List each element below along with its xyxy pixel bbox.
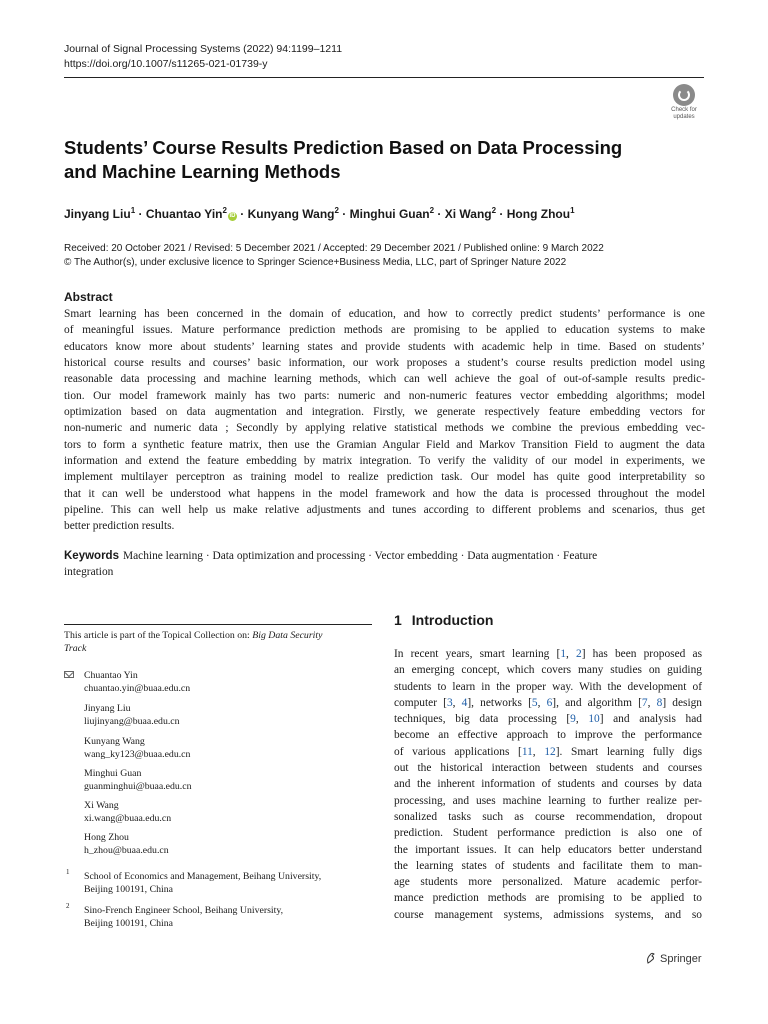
citation-link[interactable]: 1 — [560, 648, 567, 660]
contact-entry — [84, 800, 171, 826]
publication-info — [64, 242, 704, 270]
contact-entry — [84, 832, 169, 858]
contact-email[interactable]: liujinyang@buaa.edu.cn — [84, 715, 180, 727]
citation-link[interactable]: 12 — [544, 745, 556, 758]
abstract-line: pipeline. This can well help us make relative adjustments and tunes according to different problems and scenarios, thus get — [64, 504, 705, 517]
intro-line: mance prediction methods are promising to be applied to — [394, 892, 702, 905]
author-affiliation-mark: 2 — [334, 206, 339, 215]
citation-link[interactable]: 3 — [446, 696, 453, 709]
introduction-body — [394, 646, 702, 923]
journal-header — [64, 42, 342, 72]
check-for-updates-badge[interactable] — [664, 84, 704, 124]
collection-name-cont: Track — [64, 642, 87, 654]
citation-link[interactable]: 10 — [588, 713, 600, 726]
citation-link[interactable]: 4 — [461, 696, 468, 709]
intro-line: computer [3, 4], networks [5, 6], and algorithm [7, 8] design — [394, 696, 702, 709]
contact-email[interactable]: xi.wang@buaa.edu.cn — [84, 812, 172, 824]
affiliation-number: 2 — [66, 902, 70, 910]
check-updates-icon — [673, 84, 695, 106]
intro-line: the important issues. It can help educators better understand — [394, 843, 702, 856]
affiliation-entry: Sino-French Engineer School, Beihang University, Beijing 100191, China — [84, 905, 284, 929]
intro-line: an emerging concept, which covers many studies on guiding — [394, 664, 702, 677]
contact-email[interactable]: chuantao.yin@buaa.edu.cn — [84, 682, 191, 694]
abstract-line: reasonable data processing and machine learning methods, which can well achieve the goal of out-of-sample results predic- — [64, 373, 705, 386]
abstract-line: optimization based on data augmentation and integration. Firstly, we generate respectively feature embedding vectors for — [64, 406, 705, 419]
intro-line: out the historical interaction between students and courses — [394, 762, 702, 775]
keywords-text-cont: integration — [64, 566, 114, 579]
section-number: 1 — [394, 612, 402, 628]
abstract-heading: Abstract — [64, 290, 113, 304]
abstract-line: non-numeric and numeric data ; Secondly by applying relative statistical methods we combine the previous embedding vec- — [64, 422, 705, 435]
intro-line: age students more personalized. Mature academic perfor- — [394, 876, 702, 889]
check-updates-label: Check for updates — [671, 107, 697, 120]
intro-line: students to learn in the proper way. With the development of — [394, 680, 702, 693]
contact-email[interactable]: wang_ky123@buaa.edu.cn — [84, 748, 191, 760]
author-affiliation-mark: 1 — [570, 206, 575, 215]
contact-entry — [84, 703, 180, 729]
contact-name: Xi Wang — [84, 800, 119, 811]
author-name: Hong Zhou — [506, 207, 571, 221]
journal-citation: Journal of Signal Processing Systems (2022) 94:1199–1211 — [64, 43, 343, 55]
intro-line: In recent years, smart learning [1, 2] has been proposed as — [394, 648, 702, 660]
contact-entry — [84, 670, 190, 696]
keywords-text: Machine learning · Data optimization and processing · Vector embedding · Data augmentation · Feature — [122, 550, 598, 562]
abstract-line: historical course results and courses’ basic information, our work proposes a student’s course results prediction model using — [64, 357, 705, 370]
intro-line: processing, and uses machine learning to further realize per- — [394, 794, 702, 807]
author-affiliation-mark: 1 — [130, 206, 136, 215]
citation-link[interactable]: 5 — [531, 696, 538, 709]
author-affiliation-mark: 2 — [222, 206, 227, 215]
abstract-line: educators know more about students’ learning states and provide students with academic help in time. Based on students’ — [64, 340, 705, 353]
contact-email[interactable]: h_zhou@buaa.edu.cn — [84, 844, 169, 856]
contact-entry — [84, 736, 190, 762]
topical-collection-note: This article is part of the Topical Collection on: Big Data Security Track — [64, 630, 323, 654]
author-list: Jinyang Liu$^1$ · Chuantao Yin$^2$iD · Kunyang Wang$^2$ · Minghui Guan$^2$ · Xi Wang$^2$ · Hong Zhou$^1$ — [64, 206, 575, 221]
author-affiliation-mark: 2 — [491, 206, 497, 215]
publisher-logo — [646, 952, 702, 965]
author-name: Jinyang Liu — [64, 207, 131, 221]
abstract-body — [64, 306, 705, 535]
copyright-line: © The Author(s), under exclusive licence to Springer Science+Business Media, LLC, part of Springer Nature 2022 — [64, 257, 567, 268]
dates-line: Received: 20 October 2021 / Revised: 5 December 2021 / Accepted: 29 December 2021 / Published online: 9 March 2022 — [64, 243, 604, 254]
citation-link[interactable]: 8 — [656, 696, 663, 709]
intro-line: prediction. Student performance prediction is also one of — [394, 827, 702, 840]
contact-email[interactable]: guanminghui@buaa.edu.cn — [84, 780, 192, 792]
author-affiliation-mark: 2 — [429, 206, 435, 215]
header-rule — [64, 77, 704, 78]
abstract-line: information and extend the feature embedding by matrix integration. To verify the validity of our model in experiments, we — [64, 455, 705, 468]
abstract-line: better prediction results. — [64, 520, 175, 533]
contact-name: Kunyang Wang — [84, 736, 145, 747]
springer-horse-icon — [646, 952, 656, 964]
abstract-line: that it can well be understood what happens in the model framework and how the data is processed throughout the model — [64, 487, 705, 500]
citation-link[interactable]: 9 — [570, 713, 576, 726]
orcid-icon[interactable]: iD — [229, 213, 236, 219]
keywords-label: Keywords — [64, 550, 119, 562]
author-name: Chuantao Yin — [145, 207, 223, 221]
abstract-line: implement multilayer perceptron as training model to realize prediction task. Our model has quite good interpretability so — [64, 471, 705, 484]
abstract-line: of meaningful issues. Mature performance prediction methods are promising to be applied to education systems to make — [64, 324, 705, 337]
intro-line: become an effective approach to improve the performance — [394, 729, 702, 742]
author-name: Minghui Guan — [349, 207, 430, 221]
contact-name: Hong Zhou — [84, 832, 129, 843]
abstract-line: Smart learning has been concerned in the domain of education, and how to correctly predict students’ performance is one — [64, 308, 705, 320]
intro-line: the learning states of students and facilitate them to man- — [394, 859, 702, 872]
author-name: Kunyang Wang — [247, 207, 335, 221]
citation-link[interactable]: 11 — [521, 745, 533, 758]
citation-link[interactable]: 6 — [546, 696, 553, 709]
intro-line: and the inherent information of students and courses by data — [394, 778, 702, 791]
abstract-line: tors to form a synthetic feature matrix, then use the Gramian Angular Field and Markov Transition Field to augment the data — [64, 438, 705, 451]
affiliation-number: 1 — [66, 868, 70, 876]
collection-name: Big Data Security — [252, 630, 323, 641]
author-name: Xi Wang — [444, 207, 492, 221]
paper-title: Students’ Course Results Prediction Based on Data Processing and Machine Learning Methods — [64, 137, 623, 182]
affiliation-entry: School of Economics and Management, Beihang University, Beijing 100191, China — [84, 871, 322, 895]
footnote-rule — [64, 624, 372, 625]
abstract-line: tion. Our model framework mainly has two parts: numeric and non-numeric features vector embedding algorithms; model — [64, 389, 705, 402]
contact-name: Jinyang Liu — [84, 703, 131, 714]
keywords — [64, 548, 705, 581]
intro-line: techniques, big data processing [9, 10] and analysis had — [394, 713, 702, 726]
publisher-name: Springer — [660, 953, 702, 965]
envelope-icon — [64, 671, 74, 678]
citation-link[interactable]: 7 — [641, 696, 648, 709]
intro-line: course management systems, admissions systems, and so — [394, 908, 702, 921]
section-heading-introduction — [394, 612, 493, 628]
contact-name: Minghui Guan — [84, 768, 142, 779]
intro-line: of various applications [11, 12]. Smart learning fully digs — [394, 745, 702, 758]
intro-line: sonalized tasks such as course recommendation, dropout — [394, 810, 702, 823]
citation-link[interactable]: 2 — [576, 648, 582, 660]
contact-name: Chuantao Yin — [84, 670, 138, 681]
section-title: Introduction — [411, 612, 494, 628]
contact-entry — [84, 768, 192, 794]
doi-link[interactable]: https://doi.org/10.1007/s11265-021-01739-y — [64, 58, 268, 70]
